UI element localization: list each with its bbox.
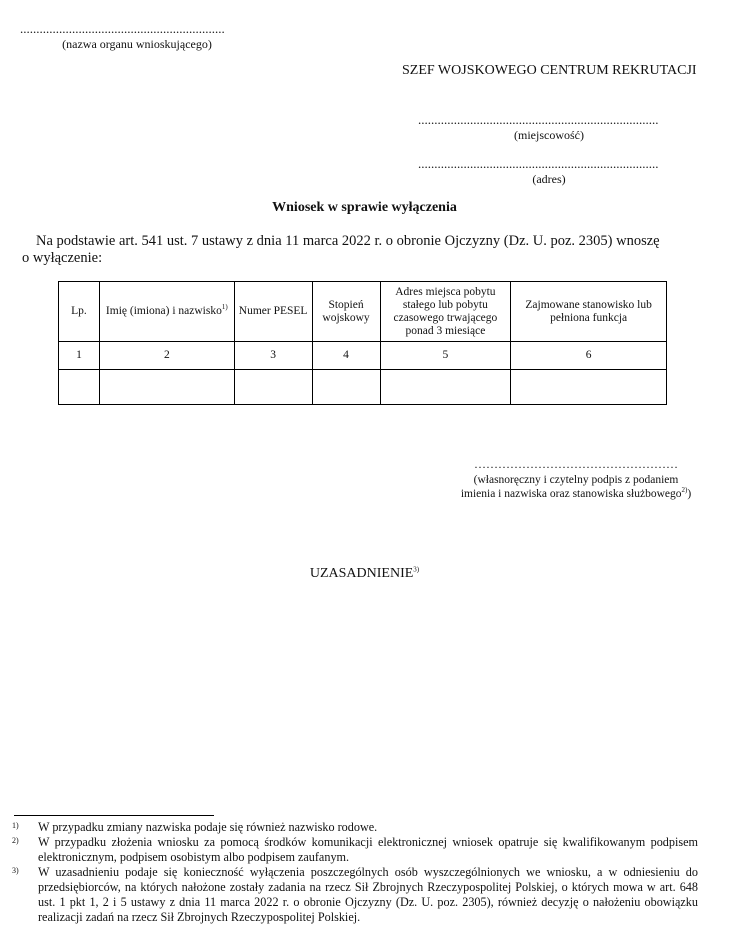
- footnote-text: W przypadku zmiany nazwiska podaje się również nazwisko rodowe.: [38, 820, 378, 834]
- entry-name-cell[interactable]: [99, 370, 234, 405]
- header-position: Zajmowane stanowisko lub pełniona funkcja: [511, 282, 667, 342]
- table-entry-row: [59, 370, 667, 405]
- column-number: 2: [99, 342, 234, 370]
- column-number: 3: [234, 342, 312, 370]
- requesting-organ-field[interactable]: ...............................................................: [20, 21, 225, 36]
- recipient-heading: SZEF WOJSKOWEGO CENTRUM REKRUTACJI: [402, 63, 697, 78]
- requesting-organ-caption: (nazwa organu wnioskującego): [62, 37, 212, 51]
- entry-address-cell[interactable]: [380, 370, 511, 405]
- footnote-separator: [14, 815, 214, 816]
- header-name: [99, 282, 234, 342]
- column-number: 6: [511, 342, 667, 370]
- justification-heading-text: UZASADNIENIE: [309, 566, 414, 581]
- footnote-item: [12, 835, 698, 865]
- table-number-row: [59, 342, 667, 370]
- entry-position-cell[interactable]: [511, 370, 667, 405]
- entry-lp-cell[interactable]: [59, 370, 100, 405]
- footnote-ref-2: 2): [681, 486, 688, 495]
- entry-pesel-cell[interactable]: [234, 370, 312, 405]
- footnote-text: W uzasadnieniu podaje się konieczność wyłączenia poszczególnych osób wyszczególnionych we wniosku, a w odniesieniu do przedsiębiorców, na których nałożone zostały zadania na rzecz Sił Zbrojnych Rzeczypospolitej Polskiej, o których mowa w art. 648 ust. 1 pkt 1, 2 i 5 ustawy z dnia 11 marca 2022 r. o obronie Ojczyzny (Dz. U. poz. 2305), również decyzję o nałożeniu obowiązku realizacji zadań na rzecz Sił Zbrojnych Rzeczypospolitej Polskiej.: [38, 865, 698, 924]
- column-number: 4: [312, 342, 380, 370]
- table-header-row: [59, 282, 667, 342]
- signature-block: [460, 458, 692, 501]
- footnote-number: 2): [12, 836, 19, 845]
- column-number: 1: [59, 342, 100, 370]
- footnote-ref-3: 3): [413, 565, 420, 574]
- header-pesel: Numer PESEL: [234, 282, 312, 342]
- footnotes: [12, 820, 698, 925]
- header-rank: Stopień wojskowy: [312, 282, 380, 342]
- footnote-number: 1): [12, 821, 19, 830]
- footnote-number: 3): [12, 866, 19, 875]
- persons-table: [58, 281, 667, 405]
- intro-text: Na podstawie art. 541 ust. 7 ustawy z dnia 11 marca 2022 r. o obronie Ojczyzny (Dz. U. poz. 2305) wnoszę o wyłączenie:: [22, 233, 660, 266]
- intro-paragraph: [22, 233, 662, 267]
- header-lp: Lp.: [59, 282, 100, 342]
- footnote-text: W przypadku złożenia wniosku za pomocą środków komunikacji elektronicznej wniosek opatruje się kwalifikowanym podpisem elektronicznym, podpisem osobistym albo podpisem zaufanym.: [38, 835, 698, 864]
- header-name-text: Imię (imiona) i nazwisko: [105, 305, 222, 317]
- footnote-item: [12, 820, 698, 835]
- place-caption: (miejscowość): [514, 128, 584, 142]
- signature-caption-close: ): [687, 488, 692, 500]
- place-block: [418, 113, 680, 143]
- requesting-organ-block: [20, 22, 248, 52]
- signature-field[interactable]: ……………………………………………: [474, 457, 678, 471]
- entry-rank-cell[interactable]: [312, 370, 380, 405]
- column-number: 5: [380, 342, 511, 370]
- signature-caption-text: (własnoręczny i czytelny podpis z podaniem imienia i nazwiska oraz stanowiska służbowego: [460, 474, 682, 500]
- place-field[interactable]: ..........................................................................: [418, 112, 659, 127]
- address-field[interactable]: ..........................................................................: [418, 156, 659, 171]
- signature-caption: [460, 473, 692, 501]
- footnote-item: [12, 865, 698, 925]
- address-caption: (adres): [532, 172, 566, 186]
- address-block: [418, 157, 680, 187]
- document-title: Wniosek w sprawie wyłączenia: [272, 200, 457, 215]
- justification-heading: [0, 566, 729, 582]
- header-address: Adres miejsca pobytu stałego lub pobytu czasowego trwającego ponad 3 miesiące: [380, 282, 511, 342]
- footnote-ref-1: 1): [221, 303, 228, 312]
